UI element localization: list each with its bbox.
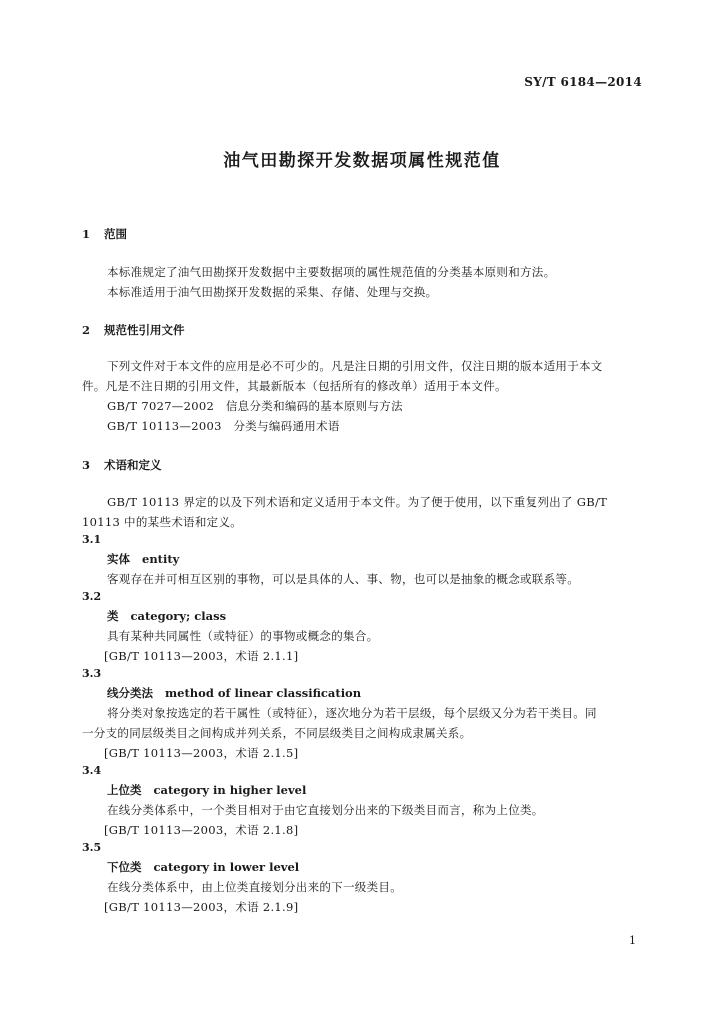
term-en: category in lower level: [153, 860, 300, 874]
section-number: 3: [82, 458, 91, 472]
paragraph: 本标准适用于油气田勘探开发数据的采集、存储、处理与交换。: [107, 285, 438, 299]
term-zh: 类: [107, 609, 119, 623]
term-definition: 在线分类体系中，一个类目相对于由它直接划分出来的下级类目而言，称为上位类。: [107, 803, 544, 817]
term-source: [GB/T 10113—2003，术语 2.1.5]: [104, 746, 299, 760]
term-number: 3.4: [82, 764, 102, 777]
term-source: [GB/T 10113—2003，术语 2.1.9]: [104, 900, 299, 914]
term-en: category; class: [130, 609, 227, 623]
paragraph: 本标准规定了油气田勘探开发数据中主要数据项的属性规范值的分类基本原则和方法。: [107, 265, 556, 279]
term-entry: [107, 551, 179, 567]
term-entry: [107, 608, 226, 624]
term-zh: 上位类: [107, 783, 142, 797]
term-entry: [107, 782, 306, 798]
term-number: 3.1: [82, 533, 102, 546]
section-3-heading: [82, 457, 162, 473]
term-number: 3.3: [82, 667, 102, 680]
section-1-heading: [82, 226, 127, 242]
section-title: 范围: [104, 227, 127, 241]
page-number: 1: [629, 934, 636, 947]
term-entry: [107, 685, 361, 701]
section-title: 规范性引用文件: [104, 323, 185, 337]
normative-reference: GB/T 7027—2002 信息分类和编码的基本原则与方法: [107, 399, 403, 413]
term-definition-continuation: 一分支的同层级类目之间构成并列关系，不同层级类目之间构成隶属关系。: [82, 726, 472, 740]
term-en: method of linear classification: [165, 686, 362, 700]
term-source: [GB/T 10113—2003，术语 2.1.1]: [104, 649, 299, 663]
term-number: 3.2: [82, 590, 102, 603]
section-number: 1: [82, 227, 91, 241]
term-zh: 下位类: [107, 860, 142, 874]
term-zh: 实体: [107, 552, 130, 566]
section-title: 术语和定义: [104, 458, 162, 472]
term-zh: 线分类法: [107, 686, 153, 700]
section-2-heading: [82, 322, 185, 338]
term-definition: 具有某种共同属性（或特征）的事物或概念的集合。: [107, 629, 379, 643]
paragraph: 下列文件对于本文件的应用是必不可少的。凡是注日期的引用文件，仅注日期的版本适用于本文: [107, 359, 603, 373]
standard-code: SY/T 6184—2014: [524, 75, 642, 89]
paragraph-continuation: 10113 中的某些术语和定义。: [82, 515, 243, 529]
normative-reference: GB/T 10113—2003 分类与编码通用术语: [107, 419, 340, 433]
term-en: category in higher level: [153, 783, 307, 797]
term-number: 3.5: [82, 841, 102, 854]
term-source: [GB/T 10113—2003，术语 2.1.8]: [104, 823, 299, 837]
term-definition: 将分类对象按选定的若干属性（或特征），逐次地分为若干层级，每个层级又分为若干类目。同: [107, 706, 597, 720]
term-definition: 客观存在并可相互区别的事物，可以是具体的人、事、物，也可以是抽象的概念或联系等。: [107, 572, 579, 586]
document-title: 油气田勘探开发数据项属性规范值: [223, 151, 501, 171]
section-number: 2: [82, 323, 91, 337]
paragraph: GB/T 10113 界定的以及下列术语和定义适用于本文件。为了便于使用，以下重复列出了 GB/T: [107, 495, 608, 509]
term-definition: 在线分类体系中，由上位类直接划分出来的下一级类目。: [107, 880, 402, 894]
term-en: entity: [142, 552, 180, 566]
paragraph-continuation: 件。凡是不注日期的引用文件，其最新版本（包括所有的修改单）适用于本文件。: [82, 379, 507, 393]
term-entry: [107, 859, 299, 875]
